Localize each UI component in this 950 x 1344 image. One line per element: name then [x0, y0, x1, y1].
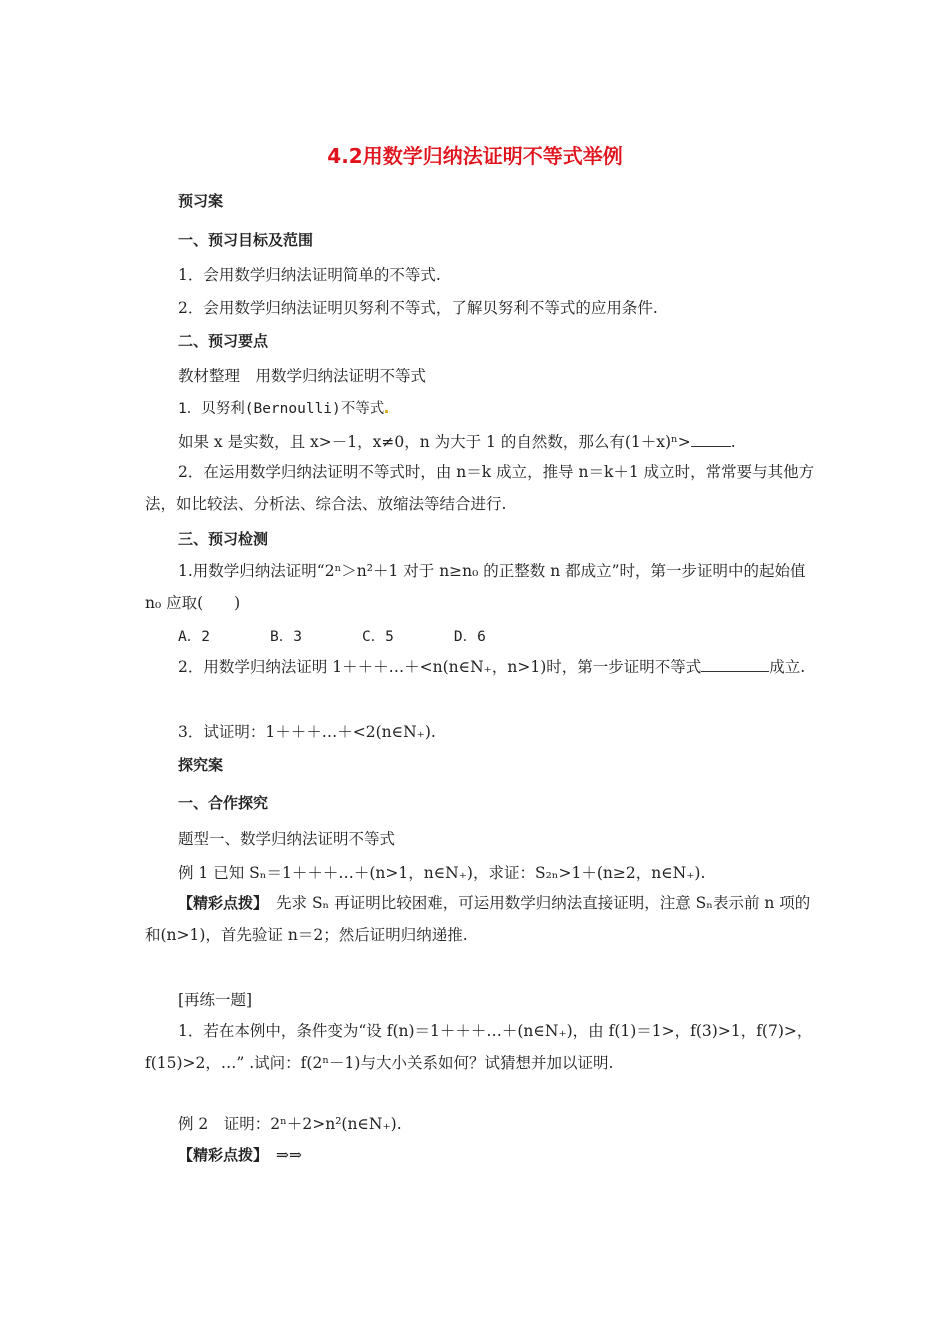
goals-heading: 一、预习目标及范围: [178, 231, 314, 249]
explore-heading: 探究案: [178, 756, 224, 774]
bernoulli-heading: [178, 397, 388, 418]
tip-1-body: 先求 Sₙ 再证明比较困难，可运用数学归纳法直接证明，注意 Sₙ表示前 n 项的和(n>1)，首先验证 n＝2；然后证明归纳递推.: [145, 894, 811, 944]
option-b: B．3: [269, 629, 302, 645]
bernoulli-label: 1．贝努利(Bernoulli)不等式: [178, 401, 385, 417]
scan-mark: [385, 410, 388, 413]
check-heading: 三、预习检测: [178, 530, 269, 548]
question-2-line: [145, 651, 815, 683]
document-title: 4.2用数学归纳法证明不等式举例: [327, 144, 623, 168]
question-2-blank: [701, 657, 769, 672]
tip-1-text: [145, 887, 815, 951]
option-c: C．5: [361, 629, 394, 645]
example-1: 例 1 已知 Sₙ＝1＋＋＋…＋(n>1，n∈N₊)，求证：S₂ₙ>1＋(n≥2，n∈N₊).: [178, 864, 706, 882]
question-1-options: [178, 625, 486, 646]
textbook-summary: 教材整理 用数学归纳法证明不等式: [178, 367, 427, 385]
points-heading: 二、预习要点: [178, 332, 269, 350]
example-2: 例 2 证明：2ⁿ＋2>n²(n∈N₊).: [178, 1115, 402, 1133]
question-2-text: 2．用数学归纳法证明 1＋＋＋…＋<n(n∈N₊，n>1)时，第一步证明不等式: [178, 658, 702, 676]
tip-2-body: ⇒⇒: [260, 1146, 302, 1164]
answer-blank: [691, 432, 731, 447]
option-d: D．6: [453, 629, 486, 645]
point-2: [145, 456, 815, 520]
bernoulli-statement: 如果 x 是实数，且 x>－1，x≠0，n 为大于 1 的自然数，那么有(1＋x)ⁿ> .: [178, 433, 736, 451]
question-2-tail: 成立.: [769, 658, 806, 676]
question-1: [145, 555, 815, 619]
tip-2-label: 【精彩点拨】: [178, 1146, 261, 1164]
goal-1: 1．会用数学归纳法证明简单的不等式.: [178, 266, 441, 284]
cooperation-heading: 一、合作探究: [178, 794, 269, 812]
question-3: 3．试证明：1＋＋＋…＋<2(n∈N₊).: [178, 723, 436, 741]
tip-1: [145, 887, 815, 951]
question-1-text: 1.用数学归纳法证明“2ⁿ＞n²＋1 对于 n≥n₀ 的正整数 n 都成立”时，第一步证明中的起始值 n₀ 应取( ): [145, 562, 806, 612]
practice-1-text: 1．若在本例中，条件变为“设 f(n)＝1＋＋＋…＋(n∈N₊)，由 f(1)＝1>，f(3)>1，f(7)>，f(15)>2，…” .试问：f(2ⁿ－1)与大小关系如何？试猜想并加以证明.: [145, 1022, 813, 1072]
question-2: [145, 651, 815, 683]
tip-1-label: 【精彩点拨】: [178, 894, 261, 912]
practice-heading: [再练一题]: [178, 991, 253, 1009]
bernoulli-text: 如果 x 是实数，且 x>－1，x≠0，n 为大于 1 的自然数，那么有(1＋x)ⁿ>: [178, 433, 691, 451]
tip-2: [178, 1143, 302, 1165]
option-a: A．2: [178, 629, 210, 645]
goal-2: 2．会用数学归纳法证明贝努利不等式，了解贝努利不等式的应用条件.: [178, 299, 658, 317]
type-1-heading: 题型一、数学归纳法证明不等式: [178, 830, 396, 848]
point-2-text: 2．在运用数学归纳法证明不等式时，由 n＝k 成立，推导 n＝k＋1 成立时，常常要与其他方法，如比较法、分析法、综合法、放缩法等结合进行.: [145, 463, 815, 513]
practice-1: [145, 1015, 815, 1079]
preview-heading: 预习案: [178, 192, 224, 210]
